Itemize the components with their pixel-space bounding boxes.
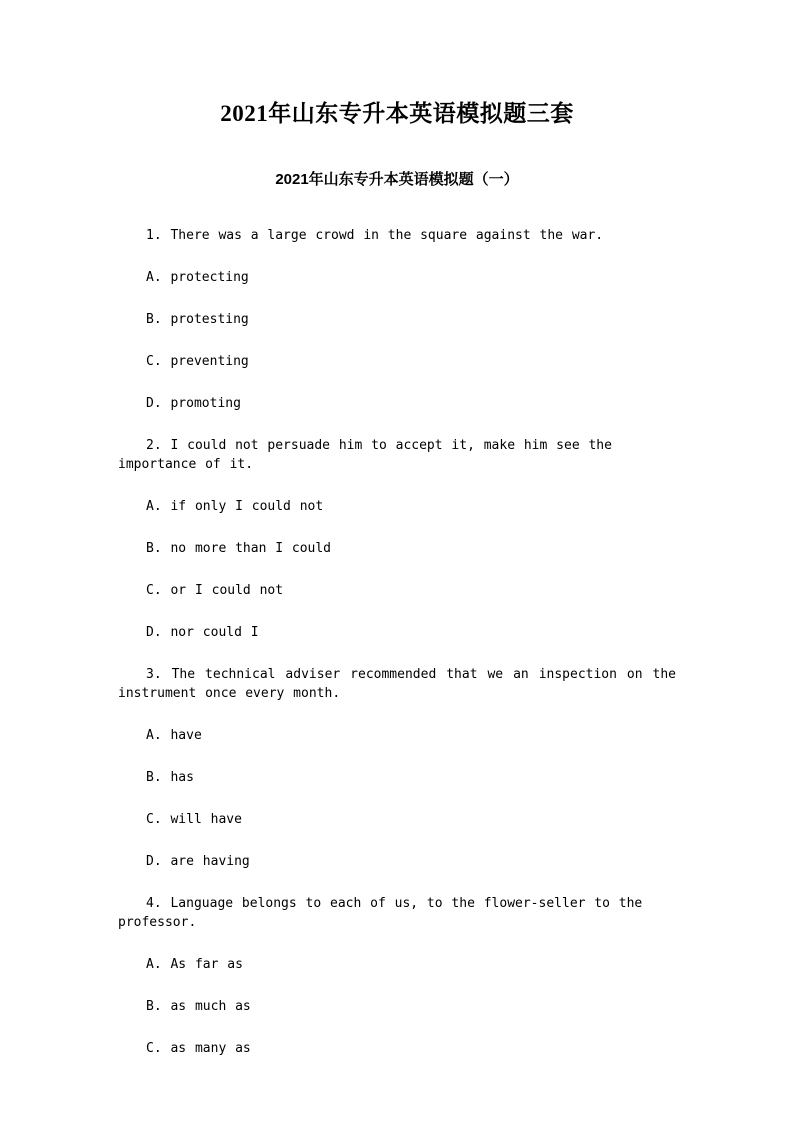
question-2-option-b: B. no more than I could [146, 541, 332, 556]
question-2-option-c: C. or I could not [146, 583, 284, 598]
question-3-option-a: A. have [146, 728, 202, 743]
section-title: 2021年山东专升本英语模拟题（一） [275, 171, 519, 188]
question-4-text: 4. Language belongs to each of us, to the flower-seller to the professor. [118, 896, 643, 930]
document-title: 2021年山东专升本英语模拟题三套 [220, 101, 574, 126]
question-1-option-b: B. protesting [146, 312, 249, 327]
question-1-text: 1. There was a large crowd in the square against the war. [146, 228, 604, 243]
question-1-option-a: A. protecting [146, 270, 249, 285]
question-3-option-d: D. are having [146, 854, 250, 869]
question-3-option-c: C. will have [146, 812, 242, 827]
question-1-option-d: D. promoting [146, 396, 241, 411]
question-4-option-c: C. as many as [146, 1041, 251, 1056]
question-1-option-c: C. preventing [146, 354, 249, 369]
question-4-option-a: A. As far as [146, 957, 243, 972]
question-3-text: 3. The technical adviser recommended that we an inspection on the instrument once every month. [118, 667, 676, 701]
question-2-option-a: A. if only I could not [146, 499, 324, 514]
question-2-text: 2. I could not persuade him to accept it, make him see the importance of it. [118, 438, 612, 472]
question-2-option-d: D. nor could I [146, 625, 259, 640]
question-4-option-b: B. as much as [146, 999, 251, 1014]
question-3-option-b: B. has [146, 770, 194, 785]
